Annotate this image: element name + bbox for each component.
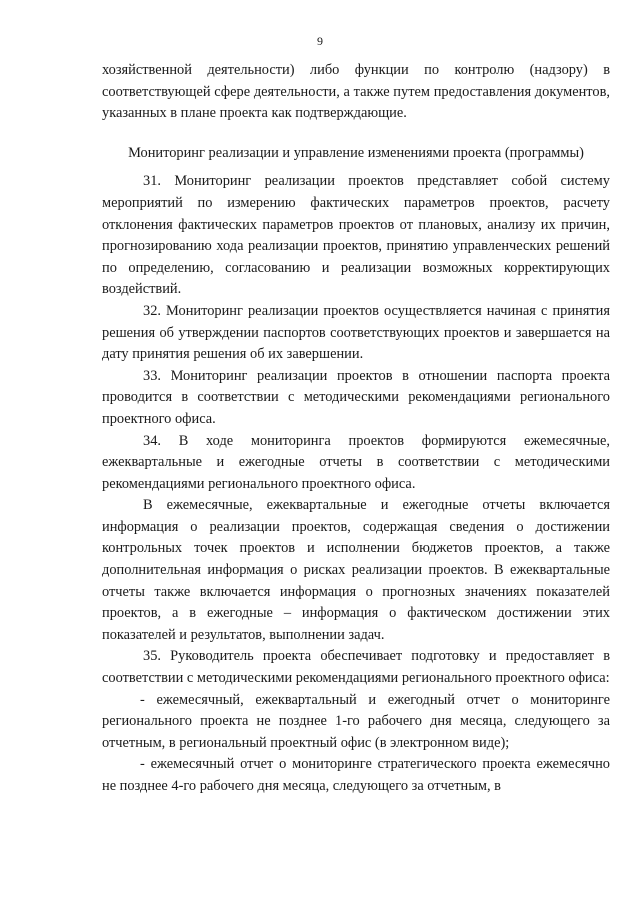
paragraph-33: 33. Мониторинг реализации проектов в отношении паспорта проекта проводится в соответствии с методическими рекомендациями регионального проектного офиса. bbox=[102, 367, 610, 427]
list-item-regional-report: - ежемесячный, ежеквартальный и ежегодный отчет о мониторинге регионального проекта не позднее 1-го рабочего дня месяца, следующего за отчетным, в региональный проектный офис (в электронном виде); bbox=[102, 691, 610, 751]
document-body bbox=[102, 60, 610, 798]
paragraph-34: 34. В ходе мониторинга проектов формируются ежемесячные, ежеквартальные и ежегодные отчеты в соответствии с методическими рекомендациями регионального проектного офиса. bbox=[102, 432, 610, 492]
intro-paragraph: хозяйственной деятельности) либо функции по контролю (надзору) в соответствующей сфере деятельности, а также путем предоставления документов, указанных в плане проекта как подтверждающие. bbox=[102, 62, 610, 122]
list-item-strategic-report: - ежемесячный отчет о мониторинге стратегического проекта ежемесячно не позднее 4-го рабочего дня месяца, следующего за отчетным, в bbox=[102, 756, 610, 794]
page-number: 9 bbox=[317, 34, 323, 48]
section-heading: Мониторинг реализации и управление изменениями проекта (программы) bbox=[128, 144, 584, 161]
paragraph-32: 32. Мониторинг реализации проектов осуществляется начиная с принятия решения об утверждении паспортов соответствующих проектов и завершается на дату принятия решения об их завершении. bbox=[102, 302, 610, 363]
paragraph-35: 35. Руководитель проекта обеспечивает подготовку и предоставляет в соответствии с методическими рекомендациями регионального проектного офиса: bbox=[102, 648, 610, 687]
paragraph-reports: В ежемесячные, ежеквартальные и ежегодные отчеты включается информация о реализации проектов, содержащая сведения о достижении контрольных точек проектов и исполнении бюджетов проектов, а также дополнительная информация о рисках реализации проектов. В ежеквартальные отчеты также включается информация о прогнозных значениях показателей проектов, а в ежегодные – информация о фактическом достижении этих показателей и результатов, выполнении задач. bbox=[102, 497, 610, 643]
paragraph-31: 31. Мониторинг реализации проектов представляет собой систему мероприятий по измерению фактических параметров проектов, расчету отклонения фактических параметров проектов от плановых, анализу их причин, прогнозированию хода реализации проектов, принятию управленческих решений по определению, согласованию и реализации возможных корректирующих воздействий. bbox=[102, 173, 610, 298]
